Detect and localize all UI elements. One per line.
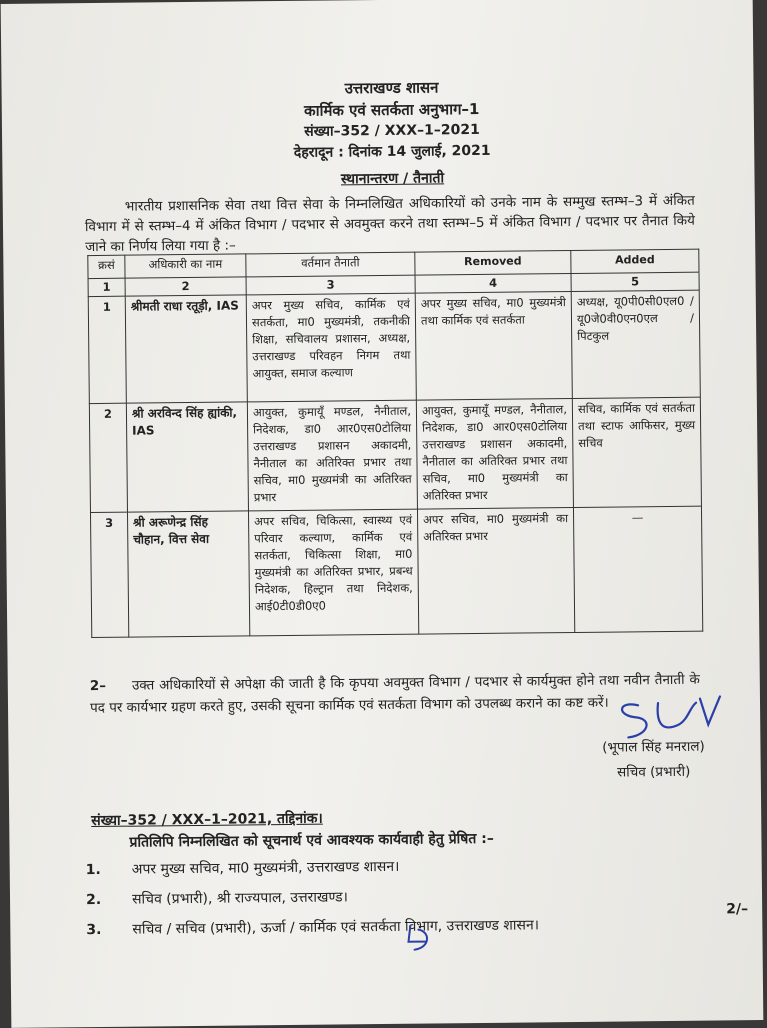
list-item-text: अपर मुख्य सचिव, मा0 मुख्यमंत्री, उत्तराखण्ड शासन। [131, 858, 400, 878]
signatory-designation: सचिव (प्रभारी) [617, 763, 691, 781]
cell-removed: अपर सचिव, मा0 मुख्यमंत्री का अतिरिक्त प्रभार [417, 507, 574, 634]
table-row [89, 397, 701, 512]
copy-reference: संख्या–352 / XXX–1–2021, तद्दिनांक। [91, 810, 323, 830]
subject-heading [2, 165, 767, 192]
cell-removed: आयुक्त, कुमायूँ मण्डल, नैनीताल, निदेशक, डा0 आर0एस0टोलिया उत्तराखण्ड प्रशासन अकादमी, नैनीताल का अतिरिक्त प्रभार तथा सचिव, मा0 मुख्यमंत्री का अतिरिक्त प्रभार [416, 399, 573, 510]
col-header-current: वर्तमान तैनाती [246, 252, 415, 277]
list-item-number: 3. [86, 921, 102, 939]
order-date: देहरादून : दिनांक 14 जुलाई, 2021 [293, 142, 491, 161]
cell-added: अध्यक्ष, यू0पी0सी0एल0 / यू0जे0वी0एन0एल / पिटकुल [571, 290, 700, 398]
document-page [1, 0, 764, 1028]
govt-heading: उत्तराखण्ड शासन [344, 78, 439, 98]
table-row [90, 506, 702, 637]
cell-added: सचिव, कार्मिक एवं सतर्कता तथा स्टाफ आफिसर, मुख्य सचिव [572, 397, 701, 507]
col-header-name: अधिकारी का नाम [125, 254, 246, 278]
list-item-number: 2. [85, 891, 102, 909]
list-item-text: सचिव / सचिव (प्रभारी), ऊर्जा / कार्मिक एवं सतर्कता विभाग, उत्तराखण्ड शासन। [132, 917, 540, 938]
col-header-removed: Removed [415, 251, 571, 276]
list-item [86, 850, 539, 885]
cell-officer-name: श्री अरूणेन्द्र सिंह चौहान, वित्त सेवा [127, 511, 249, 637]
cell-current-posting: अपर सचिव, चिकित्सा, स्वास्थ्य एवं परिवार कल्याण, कार्मिक एवं सतर्कता, चिकित्सा शिक्षा, मा0 मुख्यमंत्री का अतिरिक्त प्रभार, प्रबन्ध निदेशक, हिल्ट्रान तथा निदेशक, आई0टी0डी0ए0 [248, 509, 418, 636]
table-row [88, 290, 700, 403]
section-heading: कार्मिक एवं सतर्कता अनुभाग–1 [304, 99, 480, 120]
list-item [86, 880, 539, 915]
cell-current-posting: अपर मुख्य सचिव, कार्मिक एवं सतर्कता, मा0 मुख्यमंत्री, तकनीकी शिक्षा, सचिवालय प्रशासन, अध्यक्ष, उत्तराखण्ड परिवहन निगम तथा आयुक्त, समाज कल्याण [246, 293, 416, 402]
subject-text: स्थानान्तरण / तैनाती [340, 170, 445, 188]
transfer-table [87, 249, 703, 638]
intro-paragraph: भारतीय प्रशासनिक सेवा तथा वित्त सेवा के निम्नलिखित अधिकारियों को उनके नाम के सम्मुख स्तम्भ–3 में अंकित विभाग में से स्तम्भ–4 में अंकित विभाग / पदभार से अवमुक्त करने तथा स्तम्भ–5 में अंकित विभाग / पदभार पर तैनात किये जाने का निर्णय लिया गया है :– [84, 192, 696, 256]
list-item-text: सचिव (प्रभारी), श्री राज्यपाल, उत्तराखण्ड। [131, 889, 348, 908]
cell-sr: 1 [88, 296, 126, 403]
paragraph-number: 2– [89, 677, 107, 695]
cell-officer-name: श्री अरविन्द सिंह ह्यांकी, IAS [126, 402, 248, 512]
ink-mark-icon [400, 919, 440, 955]
col-header-added: Added [571, 249, 699, 273]
col-number: 2 [125, 277, 246, 296]
copy-intro: प्रतिलिपि निम्नलिखित को सूचनार्थ एवं आवश्यक कार्यवाही हेतु प्रेषित :– [129, 830, 494, 851]
copy-list [86, 850, 540, 945]
col-header-sr: क्रसं [88, 255, 125, 278]
order-number: संख्या–352 / XXX–1–2021 [304, 121, 480, 140]
paragraph-2-text: उक्त अधिकारियों से अपेक्षा की जाती है कि कृपया अवमुक्त विभाग / पदभार से कार्यमुक्त होने तथा नवीन तैनाती के पद पर कार्यभार ग्रहण करते हुए, उसकी सूचना कार्मिक एवं सतर्कता विभाग को उपलब्ध कराने का कष्ट करें। [89, 671, 700, 717]
col-number: 3 [246, 275, 415, 295]
cell-sr: 3 [90, 512, 128, 637]
cell-removed: अपर मुख्य सचिव, मा0 मुख्यमंत्री तथा कार्मिक एवं सतर्कता [415, 292, 572, 401]
col-number: 4 [415, 274, 571, 294]
cell-current-posting: आयुक्त, कुमायूँ मण्डल, नैनीताल, निदेशक, डा0 आर0एस0टोलिया उत्तराखण्ड प्रशासन अकादमी, नैनीताल का अतिरिक्त प्रभार तथा सचिव, मा0 मुख्यमंत्री का अतिरिक्त प्रभार [247, 400, 417, 511]
col-number: 1 [88, 278, 125, 296]
list-item [86, 910, 539, 945]
signatory-name: (भूपाल सिंह मनराल) [602, 738, 705, 756]
list-item-number: 1. [85, 861, 101, 879]
cell-added: — [573, 506, 702, 632]
cell-sr: 2 [89, 403, 127, 512]
col-number: 5 [571, 272, 699, 291]
next-page-marker: 2/– [726, 901, 749, 918]
cell-officer-name: श्रीमती राधा रतूड़ी, IAS [125, 295, 247, 403]
